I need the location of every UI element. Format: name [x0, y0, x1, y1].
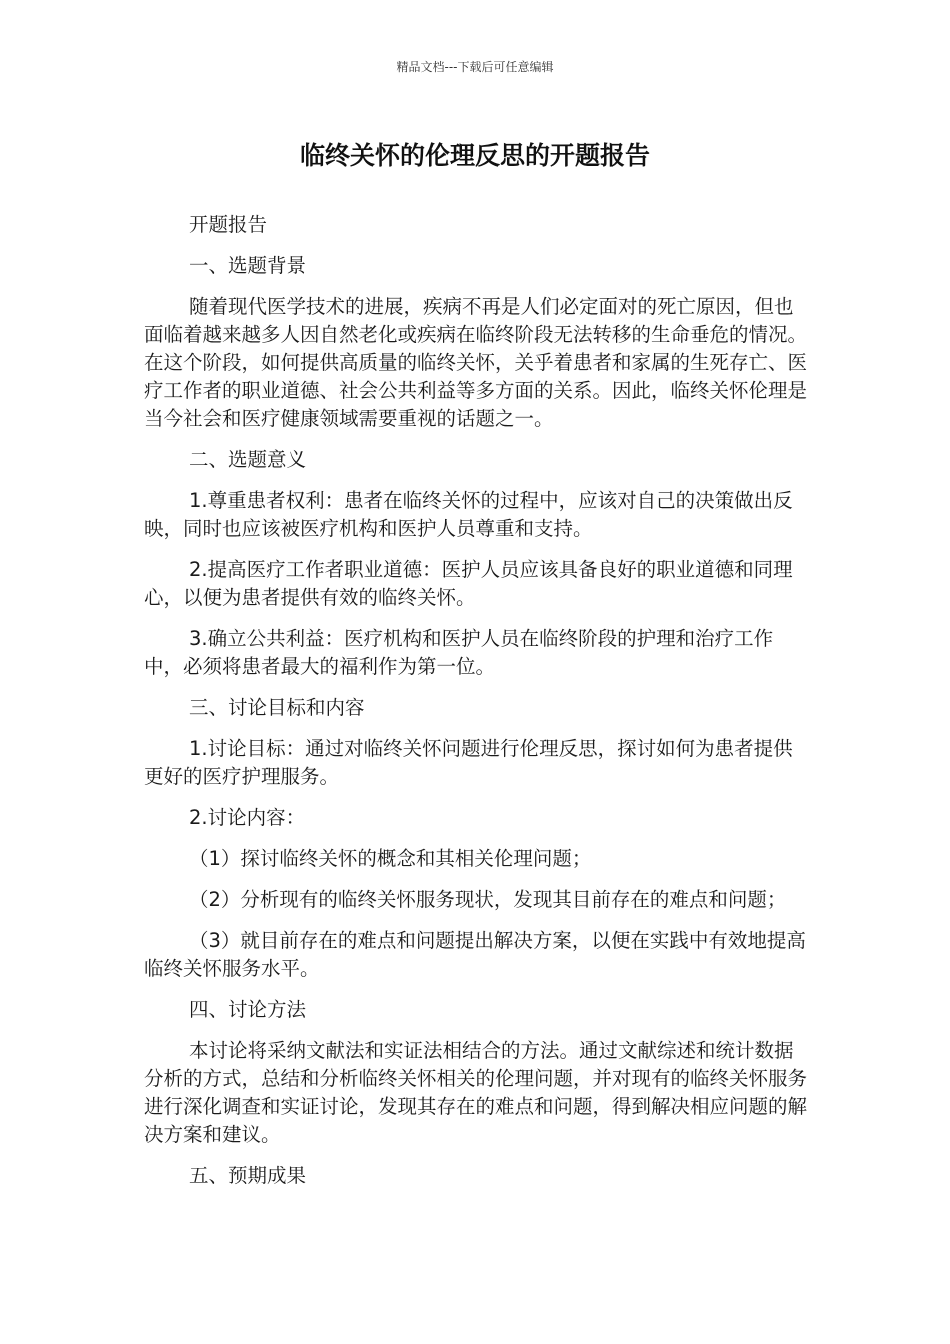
paragraph-method: 本讨论将采纳文献法和实证法相结合的方法。通过文献综述和统计数据分析的方式，总结和分析临终关怀相关的伦理问题，并对现有的临终关怀服务进行深化调查和实证讨论，发现其存在的难点和问题，得到解决相应问题的解决方案和建议。 [144, 1039, 808, 1146]
section-heading-background: 一、选题背景 [189, 254, 307, 277]
section-heading-outcomes: 五、预期成果 [189, 1164, 307, 1187]
section-heading-significance: 二、选题意义 [189, 448, 307, 471]
header-note: 精品文档---下载后可任意编辑 [396, 60, 554, 74]
section-heading-goals: 三、讨论目标和内容 [189, 696, 365, 719]
list-item-content-2: （2）分析现有的临终关怀服务现状，发现其目前存在的难点和问题； [189, 888, 787, 911]
document-body [144, 211, 812, 1203]
paragraph-content-label: 2.讨论内容： [189, 806, 306, 829]
section-heading-method: 四、讨论方法 [189, 998, 307, 1021]
list-item-content-1: （1）探讨临终关怀的概念和其相关伦理问题； [189, 847, 592, 870]
section-label-report: 开题报告 [189, 213, 268, 236]
list-item-content-3: （3）就目前存在的难点和问题提出解决方案，以便在实践中有效地提高临终关怀服务水平。 [144, 929, 806, 980]
paragraph-significance-1: 1.尊重患者权利：患者在临终关怀的过程中，应该对自己的决策做出反映，同时也应该被医疗机构和医护人员尊重和支持。 [144, 489, 793, 540]
paragraph-significance-3: 3.确立公共利益：医疗机构和医护人员在临终阶段的护理和治疗工作中，必须将患者最大的福利作为第一位。 [144, 627, 774, 678]
paragraph-significance-2: 2.提高医疗工作者职业道德：医护人员应该具备良好的职业道德和同理心，以便为患者提供有效的临终关怀。 [144, 558, 793, 609]
paragraph-background: 随着现代医学技术的进展，疾病不再是人们必定面对的死亡原因，但也面临着越来越多人因自然老化或疾病在临终阶段无法转移的生命垂危的情况。在这个阶段，如何提供高质量的临终关怀，关乎着患者和家属的生死存亡、医疗工作者的职业道德、社会公共利益等多方面的关系。因此，临终关怀伦理是当今社会和医疗健康领域需要重视的话题之一。 [144, 295, 808, 430]
document-title: 临终关怀的伦理反思的开题报告 [299, 141, 650, 170]
paragraph-goal: 1.讨论目标：通过对临终关怀问题进行伦理反思，探讨如何为患者提供更好的医疗护理服务。 [144, 737, 793, 788]
